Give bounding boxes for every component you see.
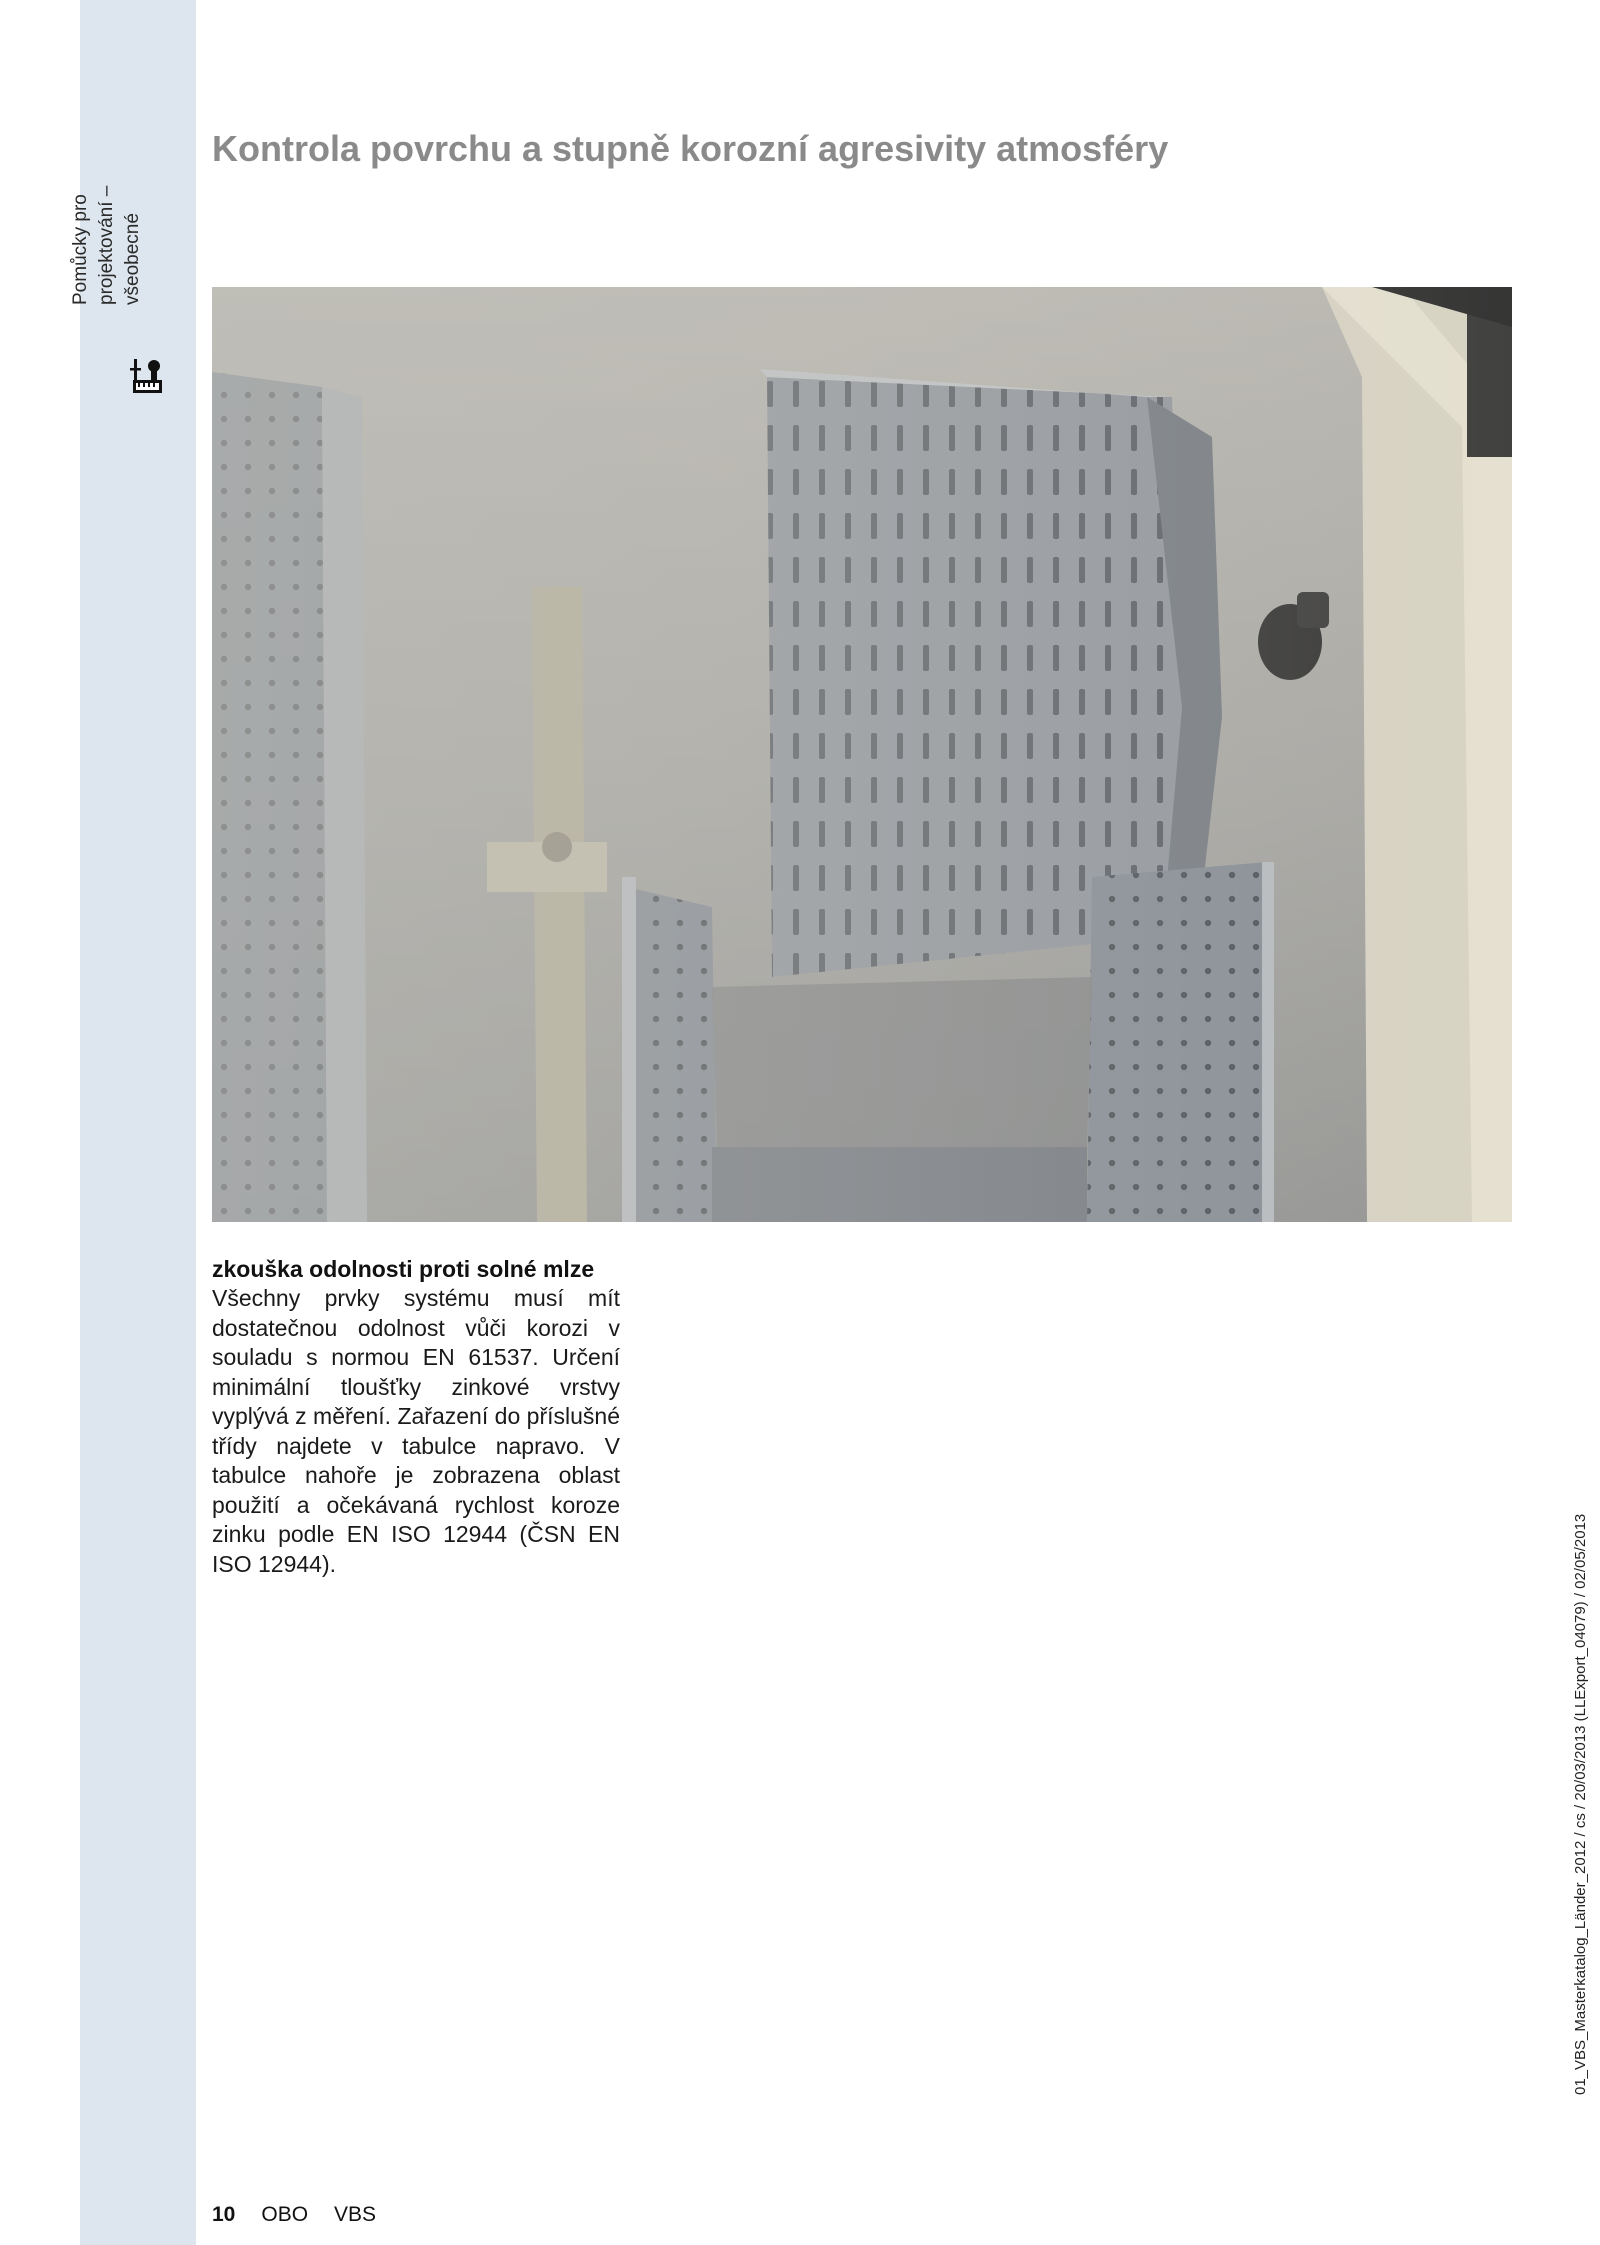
- measuring-tools-icon: [129, 356, 165, 396]
- page-footer: [212, 2203, 376, 2227]
- page-title: Kontrola povrchu a stupně korozní agresivity atmosféry: [212, 128, 1169, 169]
- text-column: [212, 1255, 620, 1579]
- sidebar-band: [80, 0, 196, 2245]
- brand-name: OBO: [261, 2203, 309, 2226]
- salt-spray-test-photo: [212, 287, 1512, 1222]
- section-paragraph: Všechny prvky systému musí mít dostatečnou odolnost vůči korozi v souladu s normou EN 61537. Určení minimální tloušťky zinkové vrstvy vyplývá z měření. Zařazení do příslušné třídy najdete v tabulce napravo. V tabulce nahoře je zobrazena oblast použití a očekávaná rychlost koroze zinku podle EN ISO 12944 (ČSN EN ISO 12944).: [212, 1285, 620, 1577]
- section-label-line: všeobecné: [122, 213, 143, 305]
- export-info: 01_VBS_Masterkatalog_Länder_2012 / cs / 20/03/2013 (LLExport_04079) / 02/05/2013: [1572, 1513, 1589, 2095]
- section-label-line: projektování –: [96, 185, 117, 305]
- section-label-line: Pomůcky pro: [70, 194, 91, 305]
- section-heading: zkouška odolnosti proti solné mlze: [212, 1256, 595, 1282]
- section-label: [68, 165, 146, 305]
- page-number: 10: [212, 2203, 236, 2226]
- product-name: VBS: [334, 2203, 377, 2226]
